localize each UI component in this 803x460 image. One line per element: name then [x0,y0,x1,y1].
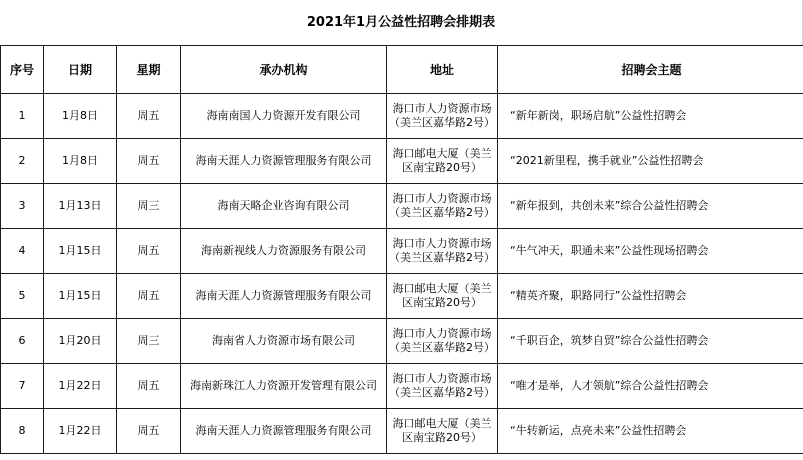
header-no: 序号 [1,46,44,94]
cell-org: 海南天涯人力资源管理服务有限公司 [181,139,387,184]
table-row [1,139,803,184]
cell-theme: “2021新里程，携手就业”公益性招聘会 [498,139,803,184]
header-org: 承办机构 [181,46,387,94]
table-row [1,229,803,274]
cell-weekday: 周五 [117,274,181,319]
cell-theme: “牛转新运，点亮未来”公益性招聘会 [498,409,803,454]
cell-no: 7 [1,364,44,409]
cell-theme: “新年报到，共创未来”综合公益性招聘会 [498,184,803,229]
cell-org: 海南南国人力资源开发有限公司 [181,94,387,139]
cell-weekday: 周五 [117,409,181,454]
cell-date: 1月13日 [44,184,117,229]
cell-no: 5 [1,274,44,319]
cell-address: 海口市人力资源市场（美兰区嘉华路2号） [387,364,498,409]
table-row [1,364,803,409]
cell-weekday: 周五 [117,139,181,184]
table-row [1,94,803,139]
cell-theme: “牛气冲天，职通未来”公益性现场招聘会 [498,229,803,274]
cell-no: 4 [1,229,44,274]
cell-address: 海口邮电大厦（美兰区南宝路20号） [387,409,498,454]
cell-theme: “千职百企，筑梦自贸”综合公益性招聘会 [498,319,803,364]
cell-address: 海口邮电大厦（美兰区南宝路20号） [387,274,498,319]
cell-date: 1月8日 [44,94,117,139]
cell-org: 海南天涯人力资源管理服务有限公司 [181,409,387,454]
cell-address: 海口市人力资源市场（美兰区嘉华路2号） [387,229,498,274]
cell-theme: “唯才是举，人才领航”综合公益性招聘会 [498,364,803,409]
page-title: 2021年1月公益性招聘会排期表 [0,0,803,45]
header-date: 日期 [44,46,117,94]
cell-org: 海南省人力资源市场有限公司 [181,319,387,364]
cell-address: 海口市人力资源市场（美兰区嘉华路2号） [387,319,498,364]
cell-date: 1月20日 [44,319,117,364]
cell-date: 1月15日 [44,229,117,274]
cell-date: 1月22日 [44,409,117,454]
cell-no: 2 [1,139,44,184]
table-row [1,409,803,454]
cell-theme: “新年新岗，职场启航”公益性招聘会 [498,94,803,139]
cell-weekday: 周五 [117,229,181,274]
header-weekday: 星期 [117,46,181,94]
header-theme: 招聘会主题 [498,46,803,94]
cell-weekday: 周五 [117,94,181,139]
cell-weekday: 周五 [117,364,181,409]
cell-no: 6 [1,319,44,364]
header-address: 地址 [387,46,498,94]
table-row [1,274,803,319]
schedule-table [0,45,803,454]
cell-address: 海口邮电大厦（美兰区南宝路20号） [387,139,498,184]
cell-theme: “精英齐聚，职路同行”公益性招聘会 [498,274,803,319]
cell-date: 1月15日 [44,274,117,319]
cell-org: 海南新珠江人力资源开发管理有限公司 [181,364,387,409]
cell-weekday: 周三 [117,319,181,364]
cell-address: 海口市人力资源市场（美兰区嘉华路2号） [387,94,498,139]
cell-no: 1 [1,94,44,139]
cell-org: 海南新视线人力资源服务有限公司 [181,229,387,274]
cell-org: 海南天涯人力资源管理服务有限公司 [181,274,387,319]
table-row [1,184,803,229]
cell-weekday: 周三 [117,184,181,229]
cell-date: 1月8日 [44,139,117,184]
cell-org: 海南天略企业咨询有限公司 [181,184,387,229]
cell-no: 8 [1,409,44,454]
table-row [1,319,803,364]
cell-no: 3 [1,184,44,229]
cell-address: 海口市人力资源市场（美兰区嘉华路2号） [387,184,498,229]
table-header-row [1,46,803,94]
cell-date: 1月22日 [44,364,117,409]
